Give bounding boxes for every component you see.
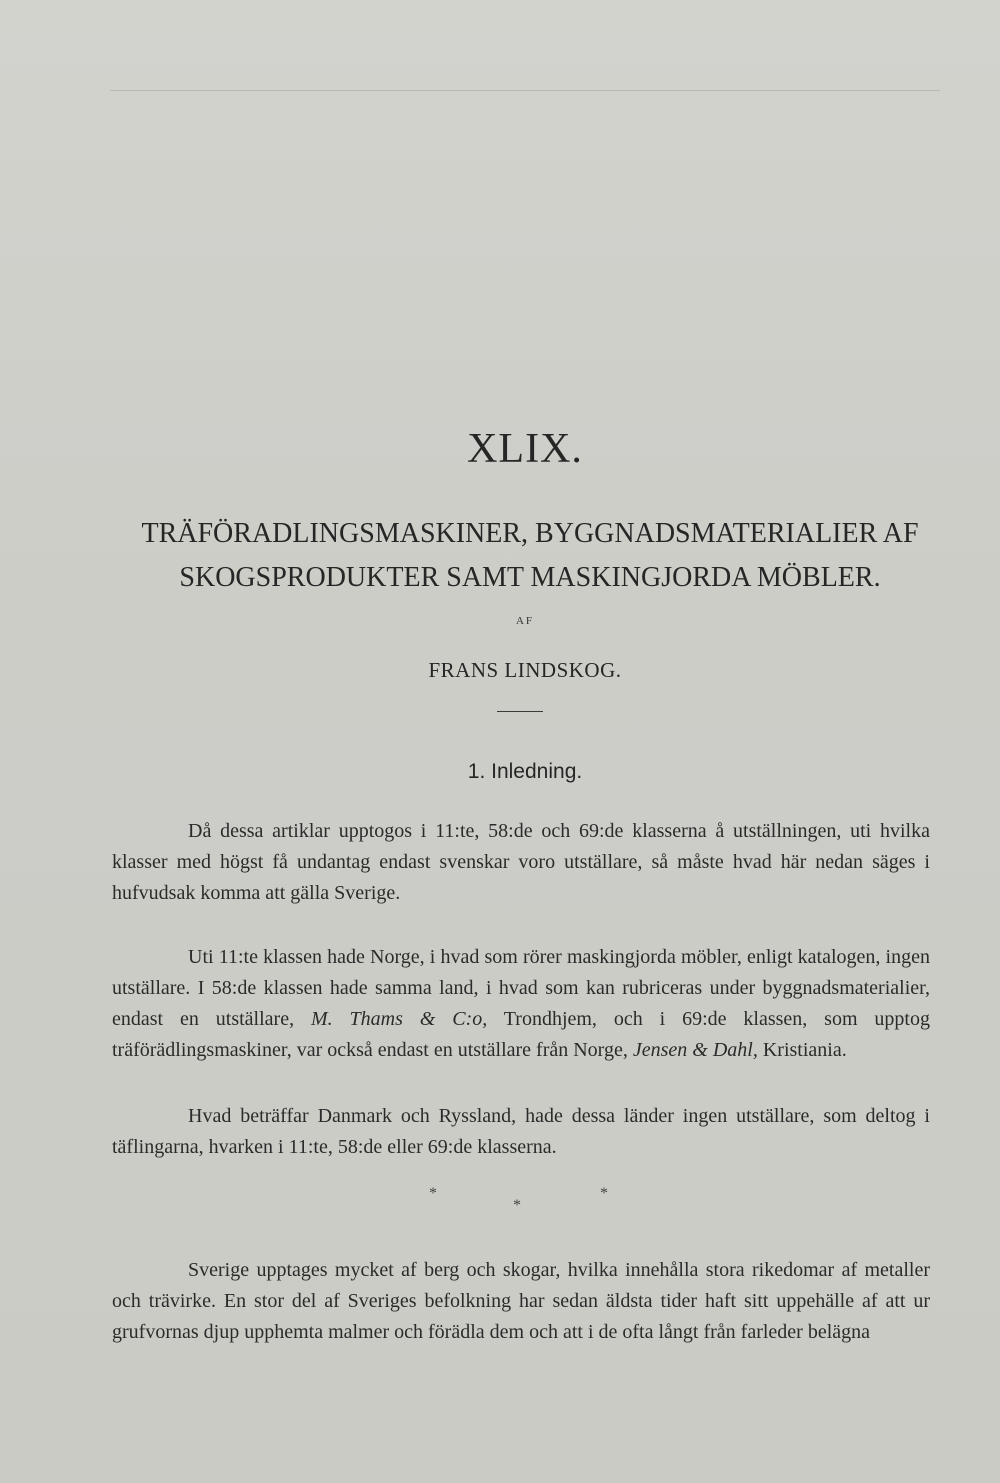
section-break-ornament xyxy=(0,1185,1000,1225)
chapter-number: XLIX. xyxy=(467,426,583,472)
title-divider xyxy=(497,711,543,712)
section-heading: 1. Inledning. xyxy=(467,760,583,783)
paragraph-2-text-a: Uti 11:te klassen hade Norge, i hvad som rörer maskingjorda möbler, enligt katalogen, ingen utställare. I 58:de klassen hade samma land, i hvad som kan rubriceras under byggnadsmaterialier, endast en utställare, xyxy=(112,946,930,1030)
paragraph-2 xyxy=(112,942,930,1066)
exhibitor-name-jensen-dahl: Jensen & Dahl, xyxy=(632,1039,758,1061)
chapter-title-line-1: TRÄFÖRADLINGSMASKINER, BYGGNADSMATERIALIER AF xyxy=(141,518,919,549)
paragraph-2-text-c: Kristiania. xyxy=(757,1039,847,1061)
bleed-through-line xyxy=(110,90,940,91)
chapter-title-line-2: SKOGSPRODUKTER SAMT MASKINGJORDA MÖBLER. xyxy=(179,562,881,593)
paragraph-1: Då dessa artiklar upptogos i 11:te, 58:de och 69:de klasserna å utställningen, uti hvilka klasser med högst få undantag endast svenskar voro utställare, så måste hvad här nedan säges i hufvudsak komma att gälla Sverige. xyxy=(112,820,930,904)
byline-prefix: AF xyxy=(515,615,535,627)
paragraph-3: Hvad beträffar Danmark och Ryssland, hade dessa länder ingen utställare, som deltog i täflingarna, hvarken i 11:te, 58:de eller 69:de klasserna. xyxy=(112,1105,930,1158)
paragraph-4: Sverige upptages mycket af berg och skogar, hvilka innehålla stora rikedomar af metaller och trävirke. En stor del af Sveriges befolkning har sedan äldsta tider haft sitt uppehälle af att ur grufvornas djup upphemta malmer och förädla dem och att i de ofta långt från farleder belägna xyxy=(112,1259,930,1343)
asterisk-3: * xyxy=(600,1185,608,1202)
author-name: FRANS LINDSKOG. xyxy=(428,658,622,682)
exhibitor-name-thams: M. Thams & C:o, xyxy=(310,1008,488,1030)
paragraph-2-text-b: Trondhjem, och i 69:de klassen, som upptog träförädlingsmaskiner, var också endast en utställare från Norge, xyxy=(112,1008,930,1061)
asterisk-2: * xyxy=(513,1197,521,1214)
asterisk-1: * xyxy=(429,1185,437,1202)
chapter-title xyxy=(100,512,960,600)
